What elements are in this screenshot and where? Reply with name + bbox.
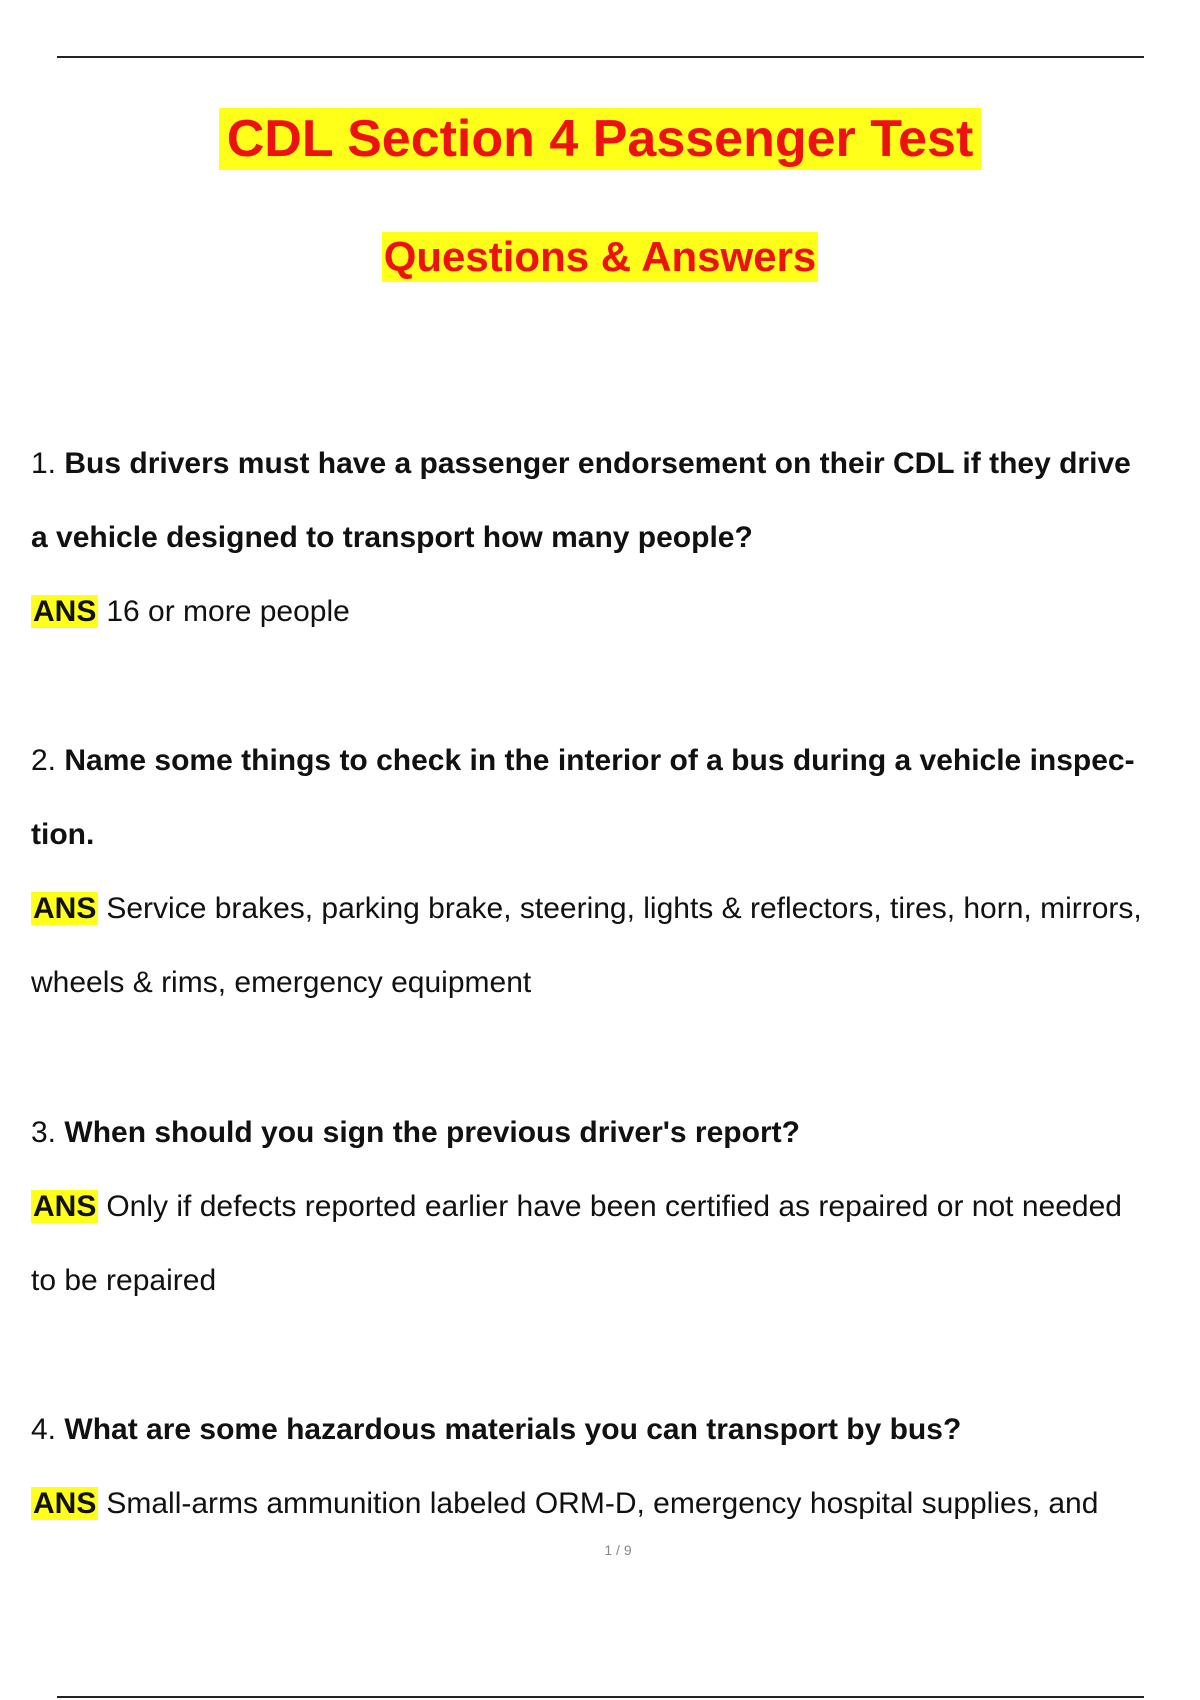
answer-text-line: Small-arms ammunition labeled ORM-D, emergency hospital supplies, and: [106, 1487, 1099, 1520]
title-text: CDL Section 4 Passenger Test: [219, 108, 982, 170]
document-subtitle: [0, 232, 1200, 282]
page-number: 1 / 9: [604, 1542, 632, 1558]
answer-3-cont: [31, 1261, 216, 1301]
subtitle-text: Questions & Answers: [383, 233, 817, 280]
question-number: 4.: [31, 1413, 57, 1446]
question-4: [31, 1410, 961, 1450]
answer-text-line: wheels & rims, emergency equipment: [31, 966, 532, 999]
bottom-rule: [57, 1696, 1144, 1698]
ans-label: ANS: [33, 1487, 97, 1520]
answer-text-line: Only if defects reported earlier have been certified as repaired or not needed: [106, 1190, 1122, 1223]
question-text-line: Name some things to check in the interior of a bus during a vehicle inspec-: [64, 744, 1135, 777]
answer-2-cont: [31, 963, 531, 1003]
answer-4: [31, 1484, 1098, 1524]
answer-text-line: to be repaired: [31, 1264, 217, 1297]
question-text-line: tion.: [31, 818, 95, 851]
question-number: 1.: [31, 447, 57, 480]
top-rule: [57, 56, 1144, 58]
question-text-line: When should you sign the previous driver's report?: [64, 1116, 800, 1149]
question-2: [31, 741, 1135, 781]
answer-text-line: Service brakes, parking brake, steering, lights & reflectors, tires, horn, mirrors,: [106, 892, 1142, 925]
question-text-line: What are some hazardous materials you can transport by bus?: [64, 1413, 962, 1446]
ans-label: ANS: [33, 1190, 97, 1223]
ans-label: ANS: [33, 892, 97, 925]
question-number: 3.: [31, 1116, 57, 1149]
question-1-cont: [31, 518, 753, 558]
question-text-line: a vehicle designed to transport how many people?: [31, 521, 753, 554]
question-number: 2.: [31, 744, 57, 777]
question-3: [31, 1113, 800, 1153]
question-1: [31, 444, 1131, 484]
answer-3: [31, 1187, 1122, 1227]
document-title: [0, 108, 1200, 170]
ans-label: ANS: [33, 595, 97, 628]
question-2-cont: [31, 815, 94, 855]
question-text-line: Bus drivers must have a passenger endorsement on their CDL if they drive: [64, 447, 1131, 480]
answer-1: [31, 592, 350, 632]
answer-2: [31, 889, 1142, 929]
answer-text-line: 16 or more people: [106, 595, 350, 628]
